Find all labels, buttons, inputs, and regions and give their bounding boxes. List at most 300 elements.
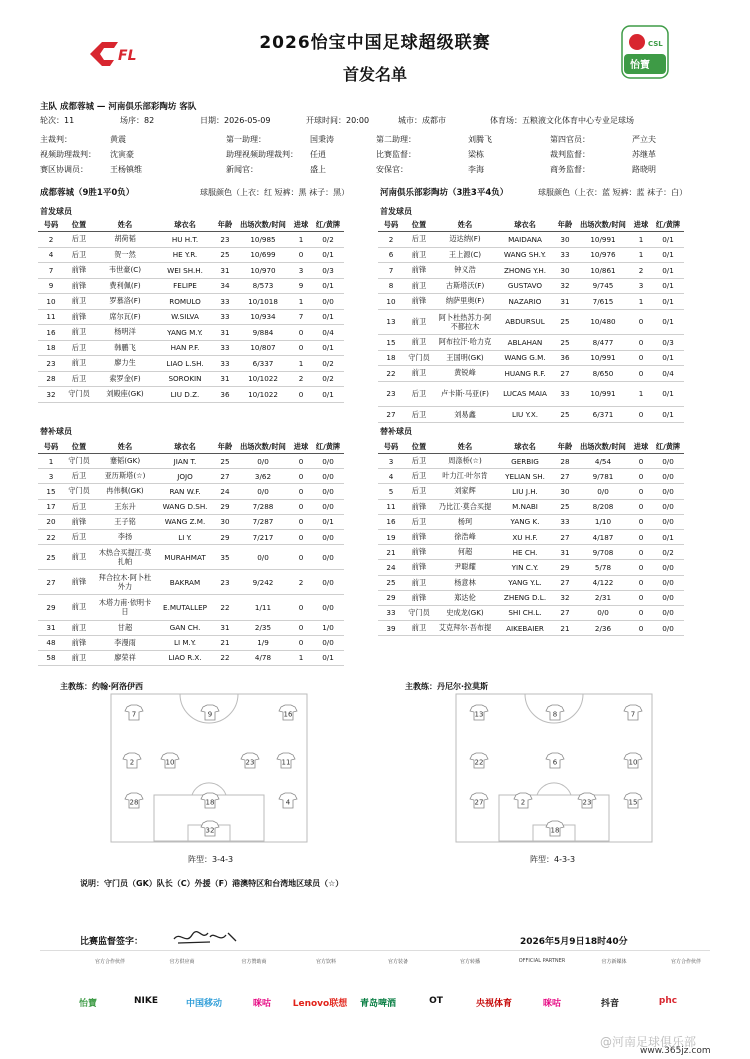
player-row [378,499,684,514]
player-goals: 0 [290,454,312,469]
player-number: 16 [378,514,404,529]
player-row [38,469,344,484]
player-cards: 0/0 [312,570,344,595]
column-header: 出场次数/时间 [236,219,290,232]
player-cards: 0/0 [652,499,684,514]
player-age: 33 [214,294,236,310]
player-cards: 0/1 [652,263,684,279]
column-header: 红/黄牌 [312,219,344,232]
player-position: 后卫 [64,232,94,248]
player-name: 廖荣祥 [94,650,156,665]
player-shirt-name: AIKEBAIER [496,621,554,636]
player-goals: 0 [630,590,652,605]
player-position: 后卫 [64,469,94,484]
player-number: 39 [378,621,404,636]
away-formation-pitch [455,693,653,843]
player-position: 前卫 [64,294,94,310]
player-row [38,371,344,387]
player-name: 费利佩(F) [94,278,156,294]
player-position: 前锋 [404,529,434,544]
player-age: 30 [554,232,576,248]
official-name: 盛上 [310,165,326,174]
home-starters-table [38,219,344,403]
player-row [38,263,344,279]
player-cards: 0/0 [312,484,344,499]
player-number: 15 [38,484,64,499]
official-name: 王杨镇维 [110,165,142,174]
player-shirt-name: MURAHMAT [156,545,214,570]
player-name: 何超 [434,545,496,560]
player-shirt-name: SHI CH.L. [496,605,554,620]
player-age: 21 [554,621,576,636]
player-position: 前卫 [64,620,94,635]
player-age: 29 [554,560,576,575]
player-row [378,381,684,407]
player-goals: 0 [630,575,652,590]
shirt-number: 8 [552,710,558,719]
away-coach: 主教练：丹尼尔·拉莫斯 [405,682,489,691]
player-cards: 0/1 [652,309,684,335]
player-row [378,484,684,499]
column-header: 号码 [378,219,404,232]
shirt-number: 18 [550,826,560,835]
column-header: 红/黄牌 [652,441,684,454]
shirt-number: 23 [245,758,255,767]
player-shirt-name: ZHONG Y.H. [496,263,554,279]
official-role: 助理视频助理裁判： [226,150,298,159]
player-appearances: 6/337 [236,356,290,372]
column-header: 号码 [378,441,404,454]
player-number: 4 [38,247,64,263]
player-age: 27 [554,529,576,544]
player-appearances: 10/861 [576,263,630,279]
player-position: 前卫 [64,595,94,620]
player-position: 前卫 [404,366,434,382]
player-number: 23 [38,356,64,372]
player-appearances: 8/573 [236,278,290,294]
player-number: 32 [38,387,64,403]
player-shirt-name: LIU D.Z. [156,387,214,403]
sponsor-logo: 抖音 [600,999,619,1009]
sponsor-logo: 咪咕 [542,999,561,1009]
player-age: 32 [554,278,576,294]
player-row [378,575,684,590]
column-header: 球衣名 [496,219,554,232]
away-team-name: 河南俱乐部彩陶坊（3胜3平4负） [380,188,509,198]
player-appearances: 10/985 [236,232,290,248]
player-position: 守门员 [64,387,94,403]
player-name: 李扬 [94,529,156,544]
player-goals: 2 [290,371,312,387]
player-shirt-name: GAN CH. [156,620,214,635]
player-age: 31 [554,545,576,560]
watermark: @河南足球俱乐部 [600,1035,697,1049]
player-cards: 0/1 [312,650,344,665]
player-appearances: 10/1018 [236,294,290,310]
player-row [38,309,344,325]
player-row [38,247,344,263]
player-position: 后卫 [64,529,94,544]
player-shirt-name: MAIDANA [496,232,554,248]
footer-label: 官方饮料 [315,959,336,965]
player-position: 后卫 [404,381,434,407]
player-number: 10 [378,294,404,310]
player-cards: 0/0 [652,454,684,469]
player-name: 迈达纳(F) [434,232,496,248]
away-subs-table [378,441,684,636]
player-number: 7 [378,263,404,279]
player-cards: 0/0 [652,514,684,529]
player-age: 27 [554,575,576,590]
player-cards: 0/0 [312,595,344,620]
column-header: 球衣名 [156,441,214,454]
player-goals: 0 [290,387,312,403]
player-name: 艾克拜尔·吾布提 [434,621,496,636]
player-position: 前卫 [404,278,434,294]
player-appearances: 8/477 [576,335,630,351]
player-cards: 0/0 [312,469,344,484]
player-age: 27 [554,469,576,484]
player-row [38,232,344,248]
player-name: 杨明洋 [94,325,156,341]
player-row [38,387,344,403]
player-cards: 0/1 [652,232,684,248]
player-position: 前卫 [64,356,94,372]
player-number: 11 [38,309,64,325]
player-age: 25 [214,247,236,263]
player-number: 13 [378,309,404,335]
player-row [38,595,344,620]
player-number: 10 [38,294,64,310]
player-position: 前锋 [64,570,94,595]
player-position: 前卫 [404,309,434,335]
player-goals: 2 [290,570,312,595]
home-subs-title: 替补球员 [40,427,72,436]
player-row [378,621,684,636]
player-appearances: 8/208 [576,499,630,514]
player-goals: 7 [290,309,312,325]
player-age: 36 [214,387,236,403]
player-row [378,605,684,620]
player-cards: 0/1 [312,514,344,529]
player-goals: 0 [630,545,652,560]
page-title: 2026怡宝中国足球超级联赛 [259,33,491,53]
player-cards: 0/1 [652,381,684,407]
column-header: 红/黄牌 [312,441,344,454]
page-subtitle: 首发名单 [342,65,407,84]
svg-text:怡寶: 怡寶 [630,60,650,71]
svg-text:CSL: CSL [648,40,663,48]
player-age: 21 [214,635,236,650]
player-row [378,590,684,605]
player-row [38,635,344,650]
player-appearances: 4/54 [576,454,630,469]
player-position: 后卫 [404,454,434,469]
official-role: 第一助理： [226,135,266,144]
player-position: 后卫 [404,407,434,423]
player-age: 30 [554,484,576,499]
player-age: 22 [214,595,236,620]
player-name: 徐浩峰 [434,529,496,544]
player-position: 后卫 [64,371,94,387]
player-shirt-name: WANG SH.Y. [496,247,554,263]
home-starters-title: 首发球员 [40,207,72,216]
teams-line: 主队 成都蓉城 — 河南俱乐部彩陶坊 客队 [40,102,197,112]
sponsor-logo: 央视体育 [475,999,512,1009]
shirt-number: 18 [205,798,215,807]
player-name: 杨珂 [434,514,496,529]
player-cards: 0/0 [312,635,344,650]
player-shirt-name: FELIPE [156,278,214,294]
official-name: 梁栋 [468,150,484,159]
player-age: 29 [214,529,236,544]
player-goals: 0 [290,469,312,484]
player-appearances: 7/287 [236,514,290,529]
player-name: 钟义浩 [434,263,496,279]
player-row [378,407,684,423]
player-position: 前锋 [64,514,94,529]
player-position: 前锋 [404,590,434,605]
player-cards: 0/2 [312,371,344,387]
player-appearances: 3/62 [236,469,290,484]
player-shirt-name: HAN P.F. [156,340,214,356]
player-name: 杨意林 [434,575,496,590]
player-table [38,219,344,403]
player-name: 王子铭 [94,514,156,529]
player-position: 守门员 [64,454,94,469]
column-header: 出场次数/时间 [576,441,630,454]
player-name: 刘家辉 [434,484,496,499]
away-formation: 阵型：4-3-3 [530,855,576,864]
player-table [378,219,684,423]
player-goals: 0 [290,595,312,620]
player-cards: 0/0 [652,621,684,636]
player-age: 30 [554,263,576,279]
player-position: 后卫 [404,469,434,484]
player-name: 拜合拉木·阿卜杜外力 [94,570,156,595]
player-shirt-name: YANG M.Y. [156,325,214,341]
sponsor-logo: 青岛啤酒 [359,999,396,1009]
away-starters-title: 首发球员 [380,207,412,216]
player-name: 卢卡斯·马亚(F) [434,381,496,407]
player-appearances: 8/650 [576,366,630,382]
player-appearances: 2/36 [576,621,630,636]
player-shirt-name: XU H.F. [496,529,554,544]
player-shirt-name: HUANG R.F. [496,366,554,382]
player-row [38,499,344,514]
player-shirt-name: M.NABI [496,499,554,514]
player-table [378,441,684,636]
player-number: 3 [378,454,404,469]
player-goals: 0 [630,605,652,620]
player-cards: 0/0 [652,605,684,620]
sponsor-logo: OT [429,996,443,1006]
player-appearances: 10/1022 [236,387,290,403]
player-shirt-name: BAKRAM [156,570,214,595]
shirt-number: 6 [552,758,558,767]
player-goals: 0 [630,335,652,351]
player-age: 22 [214,650,236,665]
column-header: 年龄 [214,441,236,454]
player-position: 前卫 [404,575,434,590]
player-number: 27 [38,570,64,595]
player-row [378,263,684,279]
player-appearances: 4/187 [576,529,630,544]
home-subs-table [38,441,344,666]
player-cards: 0/1 [652,294,684,310]
player-row [38,454,344,469]
player-cards: 0/0 [312,545,344,570]
svg-text:FL: FL [118,48,137,64]
player-appearances: 10/807 [236,340,290,356]
player-appearances: 10/991 [576,350,630,366]
player-number: 9 [38,278,64,294]
player-number: 31 [38,620,64,635]
player-position: 后卫 [404,514,434,529]
column-header: 出场次数/时间 [236,441,290,454]
footer-label: 官方新媒体 [601,959,627,965]
player-shirt-name: YANG Y.L. [496,575,554,590]
official-role: 新闻官： [226,165,258,174]
player-age: 33 [554,247,576,263]
player-age: 31 [214,620,236,635]
column-header: 位置 [404,441,434,454]
player-goals: 0 [630,560,652,575]
player-appearances: 10/699 [236,247,290,263]
player-age: 32 [554,590,576,605]
column-header: 姓名 [434,441,496,454]
shirt-number: 2 [520,798,526,807]
signature-image [170,925,240,949]
player-age: 36 [554,350,576,366]
player-appearances: 9/781 [576,469,630,484]
player-goals: 0 [290,635,312,650]
column-header: 年龄 [554,219,576,232]
player-appearances: 4/78 [236,650,290,665]
player-row [378,514,684,529]
away-kit: 球服颜色（上衣：蓝 短裤：蓝 袜子：白） [538,188,688,197]
player-goals: 0 [290,247,312,263]
player-row [38,294,344,310]
player-position: 前锋 [64,309,94,325]
player-row [378,469,684,484]
player-age: 31 [214,263,236,279]
player-age: 33 [214,340,236,356]
player-position: 前锋 [404,545,434,560]
player-goals: 0 [290,545,312,570]
player-appearances: 0/0 [236,545,290,570]
official-role: 第四官员： [550,135,590,144]
player-shirt-name: YIN C.Y. [496,560,554,575]
player-row [378,529,684,544]
player-appearances: 7/615 [576,294,630,310]
player-name: 索罗金(F) [94,371,156,387]
player-age: 27 [554,605,576,620]
footer-label: 官方合作伙伴 [94,959,125,965]
player-shirt-name: LI M.Y. [156,635,214,650]
column-header: 姓名 [94,441,156,454]
footer-label: 官方合作伙伴 [670,959,701,965]
player-appearances: 10/970 [236,263,290,279]
player-shirt-name: LUCAS MAIA [496,381,554,407]
player-number: 24 [378,560,404,575]
player-name: 冉伟枫(GK) [94,484,156,499]
player-number: 6 [378,247,404,263]
official-name: 路晓明 [632,165,656,174]
player-row [38,529,344,544]
column-header: 球衣名 [496,441,554,454]
player-goals: 0 [630,454,652,469]
official-name: 黄震 [110,135,126,144]
player-goals: 0 [630,484,652,499]
official-name: 任逍 [310,150,326,159]
signature-time: 2026年5月9日18时40分 [520,937,628,947]
city: 城市：成都市 [398,116,446,125]
player-appearances: 1/9 [236,635,290,650]
player-shirt-name: YELIAN SH. [496,469,554,484]
signature-label: 比赛监督签字： [80,937,144,947]
sponsor-logo: phc [658,996,678,1006]
column-header: 号码 [38,219,64,232]
player-goals: 0 [290,529,312,544]
player-shirt-name: JIAN T. [156,454,214,469]
player-number: 33 [378,605,404,620]
official-name: 刘腾飞 [468,135,492,144]
player-number: 25 [378,575,404,590]
player-cards: 0/0 [312,454,344,469]
player-cards: 0/1 [652,247,684,263]
player-shirt-name: HU H.T. [156,232,214,248]
player-age: 34 [214,278,236,294]
player-appearances: 10/976 [576,247,630,263]
official-role: 赛区协调员： [40,165,88,174]
away-subs-title: 替补球员 [380,427,412,436]
player-appearances: 0/0 [576,605,630,620]
player-name: 韩鹏飞 [94,340,156,356]
player-shirt-name: E.MUTALLEP [156,595,214,620]
player-name: 尹聪耀 [434,560,496,575]
player-position: 后卫 [64,340,94,356]
player-name: 席尔瓦(F) [94,309,156,325]
player-age: 33 [554,514,576,529]
player-row [38,620,344,635]
player-row [378,278,684,294]
column-header: 进球 [630,441,652,454]
player-name: 王国明(GK) [434,350,496,366]
player-shirt-name: GERBIG [496,454,554,469]
player-name: 阿布拉汗·哈力克 [434,335,496,351]
shirt-number: 11 [281,758,291,767]
shirt-number: 7 [131,710,137,719]
player-name: 王上源(C) [434,247,496,263]
player-cards: 0/1 [312,387,344,403]
player-appearances: 0/0 [576,484,630,499]
player-position: 前卫 [64,545,94,570]
column-header: 年龄 [214,219,236,232]
player-goals: 0 [290,514,312,529]
player-shirt-name: YANG K. [496,514,554,529]
player-shirt-name: WANG G.M. [496,350,554,366]
player-goals: 3 [630,278,652,294]
player-row [378,335,684,351]
player-goals: 0 [630,514,652,529]
player-position: 守门员 [404,605,434,620]
column-header: 球衣名 [156,219,214,232]
shirt-number: 7 [630,710,636,719]
site-url: www.365jz.com [640,1046,711,1056]
player-name: 史成龙(GK) [434,605,496,620]
player-number: 22 [38,529,64,544]
